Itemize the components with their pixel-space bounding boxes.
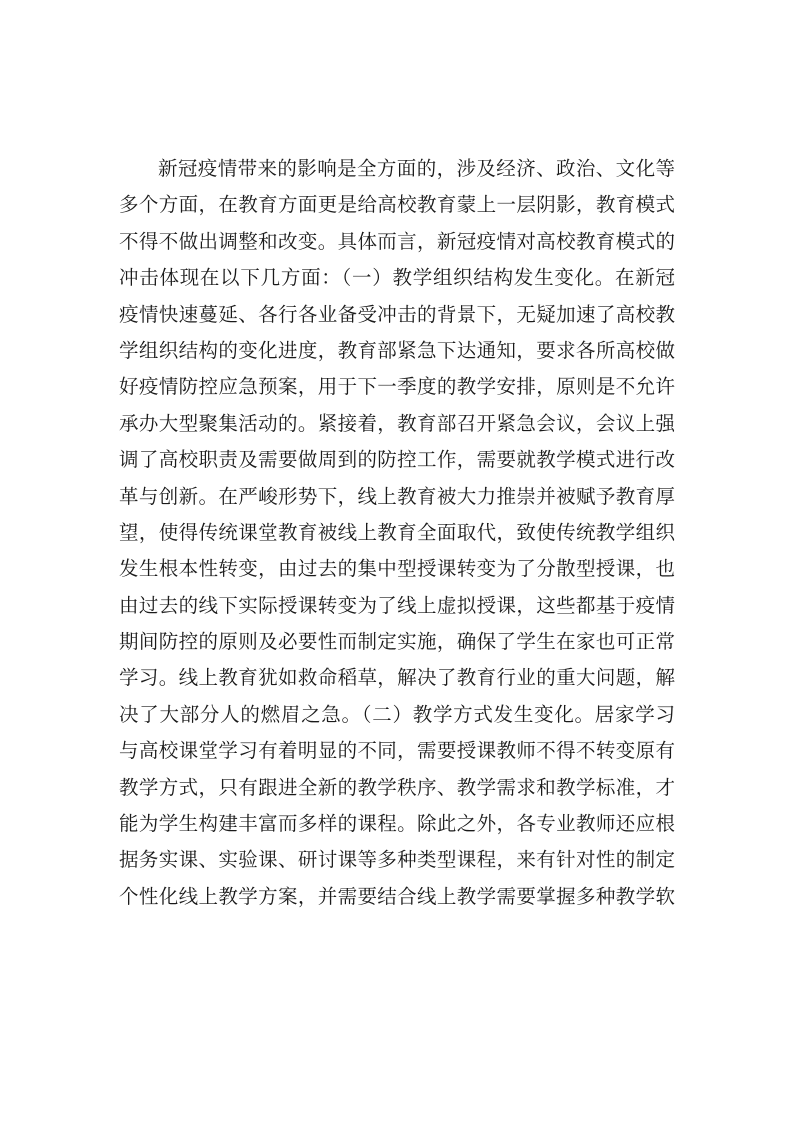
- paragraph-line: 革与创新。在严峻形势下，线上教育被大力推崇并被赋予教育厚: [119, 484, 675, 508]
- paragraph-line: 学习。线上教育犹如救命稻草，解决了教育行业的重大问题，解: [119, 666, 675, 690]
- paragraph-line: 决了大部分人的燃眉之急。（二）教学方式发生变化。居家学习: [119, 702, 675, 726]
- paragraph-line: 由过去的线下实际授课转变为了线上虚拟授课，这些都基于疫情: [119, 593, 675, 617]
- paragraph-line: 期间防控的原则及必要性而制定实施，确保了学生在家也可正常: [119, 630, 675, 654]
- paragraph-line: 好疫情防控应急预案，用于下一季度的教学安排，原则是不允许: [119, 375, 675, 399]
- paragraph-line: 个性化线上教学方案，并需要结合线上教学需要掌握多种教学软: [119, 884, 675, 908]
- paragraph-line: 能为学生构建丰富而多样的课程。除此之外，各专业教师还应根: [119, 812, 675, 836]
- paragraph-line: 疫情快速蔓延、各行各业备受冲击的背景下，无疑加速了高校教: [119, 302, 675, 326]
- paragraph-line: 多个方面，在教育方面更是给高校教育蒙上一层阴影，教育模式: [119, 193, 675, 217]
- paragraph-line: 冲击体现在以下几方面：（一）教学组织结构发生变化。在新冠: [119, 266, 675, 290]
- paragraph-line: 与高校课堂学习有着明显的不同，需要授课教师不得不转变原有: [119, 739, 675, 763]
- paragraph-line: 学组织结构的变化进度，教育部紧急下达通知，要求各所高校做: [119, 338, 675, 362]
- paragraph-line: 承办大型聚集活动的。紧接着，教育部召开紧急会议，会议上强: [119, 411, 675, 435]
- paragraph-line: 据务实课、实验课、研讨课等多种类型课程，来有针对性的制定: [119, 848, 675, 872]
- paragraph-line: 不得不做出调整和改变。具体而言，新冠疫情对高校教育模式的: [119, 229, 675, 253]
- body-paragraph: [119, 151, 675, 915]
- paragraph-line: 教学方式，只有跟进全新的教学秩序、教学需求和教学标准，才: [119, 775, 675, 799]
- paragraph-line: 发生根本性转变，由过去的集中型授课转变为了分散型授课，也: [119, 557, 675, 581]
- paragraph-line: 调了高校职责及需要做周到的防控工作，需要就教学模式进行改: [119, 448, 675, 472]
- paragraph-line: 望，使得传统课堂教育被线上教育全面取代，致使传统教学组织: [119, 520, 675, 544]
- paragraph-line: 新冠疫情带来的影响是全方面的，涉及经济、政治、文化等: [158, 157, 675, 180]
